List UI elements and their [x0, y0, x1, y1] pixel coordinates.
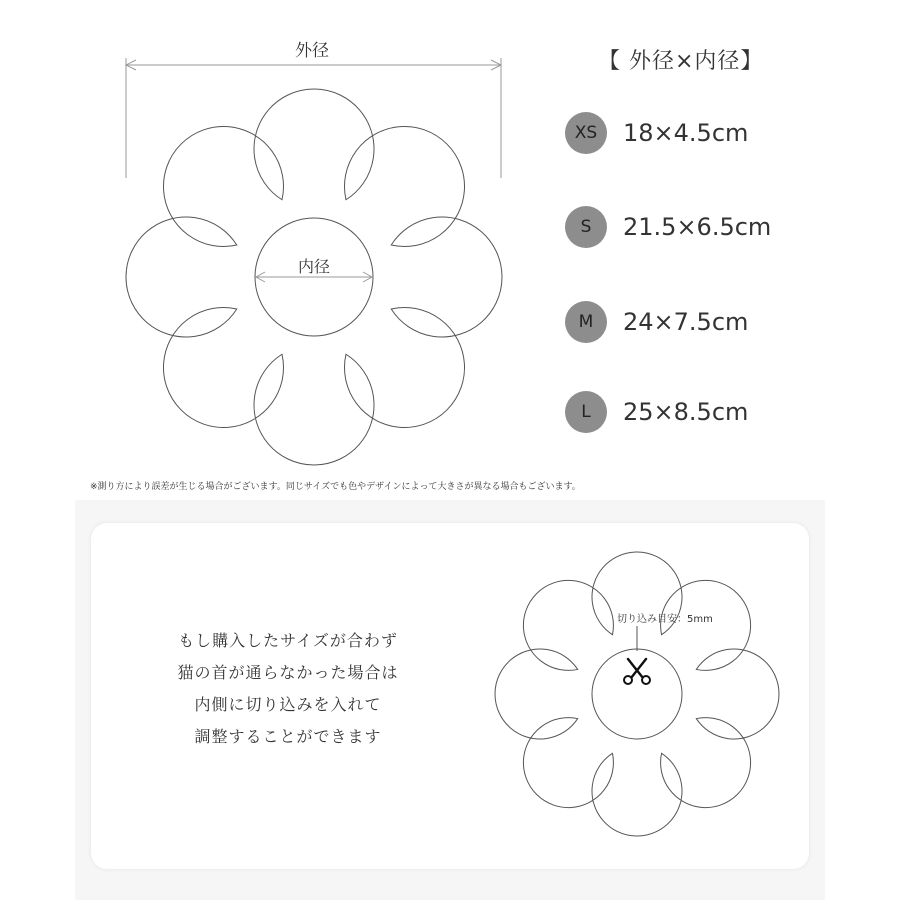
size-badge: M — [565, 301, 607, 343]
instruction-line: 内側に切り込みを入れて — [194, 695, 382, 714]
size-value: 21.5×6.5cm — [623, 213, 772, 241]
size-badge: L — [565, 391, 607, 433]
size-value: 18×4.5cm — [623, 119, 749, 147]
size-table-heading: 【 外径×内径】 — [598, 49, 764, 74]
size-value: 25×8.5cm — [623, 398, 749, 426]
inner-circle-small — [592, 649, 682, 739]
size-badge: S — [565, 206, 607, 248]
inner-diameter-label: 内径 — [298, 257, 331, 276]
size-value: 24×7.5cm — [623, 308, 749, 336]
cut-guide-label: 切り込み目安：5mm — [617, 614, 713, 625]
instruction-line: 調整することができます — [194, 727, 382, 746]
instruction-line: 猫の首が通らなかった場合は — [177, 663, 399, 682]
flower-collar-outline-small — [495, 552, 779, 836]
outer-diameter-label: 外径 — [295, 41, 329, 61]
size-badge: XS — [565, 112, 607, 154]
measurement-note: ※測り方により誤差が生じる場合がございます。同じサイズでも色やデザインによって大きさが異なる場合もございます。 — [90, 482, 581, 492]
scissors-icon — [624, 659, 650, 684]
instruction-line: もし購入したサイズが合わず — [178, 631, 398, 650]
